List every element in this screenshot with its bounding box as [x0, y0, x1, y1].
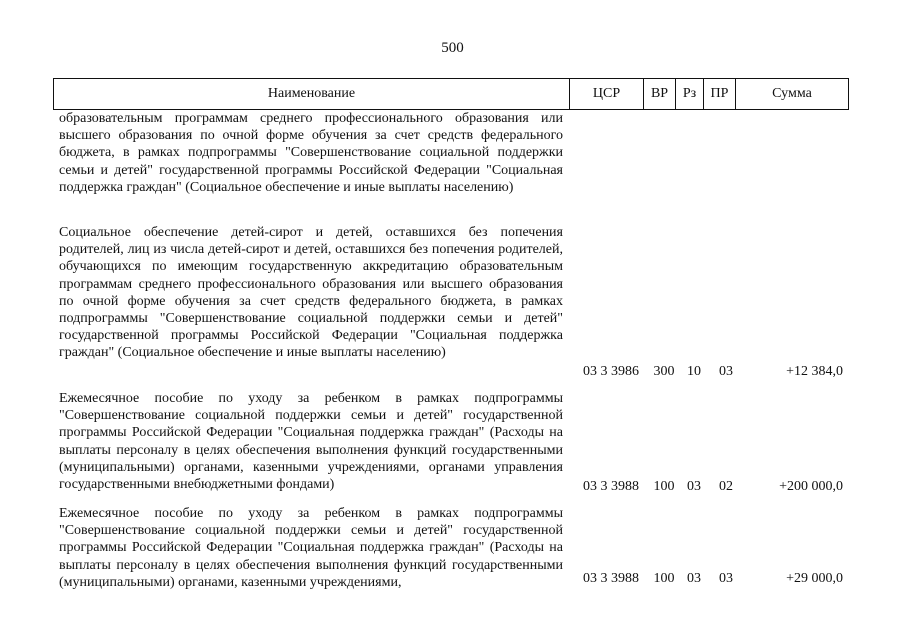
table-row-sum: +12 384,0: [786, 364, 843, 379]
table-row-rz: 03: [687, 479, 701, 494]
table-row-csr: 03 3 3988: [583, 571, 639, 586]
header-sum: Сумма: [736, 79, 849, 110]
table-row-pr: 03: [719, 364, 733, 379]
table-row-vr: 300: [653, 364, 675, 379]
table-row-rz: 03: [687, 571, 701, 586]
header-name: Наименование: [54, 79, 570, 110]
table-row-name: Ежемесячное пособие по уходу за ребенком в рамках подпрограммы "Совершенствование социальной поддержки семьи и детей" государственной программы Российской Федерации "Социальная поддержка граждан" (Расходы на выплаты персоналу в целях обеспечения выполнения функций государственными (муниципальными) органами, казенными учреждениями,: [59, 506, 563, 590]
header-rz: Рз: [676, 79, 704, 110]
table-row-name: Ежемесячное пособие по уходу за ребенком в рамках подпрограммы "Совершенствование социальной поддержки семьи и детей" государственной программы Российской Федерации "Социальная поддержка граждан" (Расходы на выплаты персоналу в целях обеспечения выполнения функций государственными (муниципальными) органами, казенными учреждениями, органами управления государственными внебюджетными фондами): [59, 391, 563, 493]
table-row-pr: 02: [719, 479, 733, 494]
table-row-csr: 03 3 3988: [583, 479, 639, 494]
table-row-rz: 10: [687, 364, 701, 379]
header-pr: ПР: [704, 79, 736, 110]
table-row-sum: +29 000,0: [786, 571, 843, 586]
table-row-csr: 03 3 3986: [583, 364, 639, 379]
table-row-vr: 100: [653, 571, 675, 586]
table-row-name: Социальное обеспечение детей-сирот и детей, оставшихся без попечения родителей, лиц из числа детей-сирот и детей, оставшихся без попечения родителей, обучающихся по имеющим государственную аккредитацию образовательным программам среднего профессионального образования или высшего образования по очной форме обучения за счет средств федерального бюджета, в рамках подпрограммы "Совершенствование социальной поддержки семьи и детей" государственной программы Российской Федерации "Социальная поддержка граждан" (Социальное обеспечение и иные выплаты населению): [59, 225, 563, 361]
table-row-sum: +200 000,0: [779, 479, 843, 494]
table-row-vr: 100: [653, 479, 675, 494]
table-row-name: образовательным программам среднего профессионального образования или высшего образования по очной форме обучения за счет средств федерального бюджета, в рамках подпрограммы "Совершенствование социальной поддержки семьи и детей" государственной программы Российской Федерации "Социальная поддержка граждан" (Социальное обеспечение и иные выплаты населению): [59, 111, 563, 195]
header-vr: ВР: [644, 79, 676, 110]
table-row-pr: 03: [719, 571, 733, 586]
header-csr: ЦСР: [570, 79, 644, 110]
page-number: 500: [441, 40, 464, 56]
